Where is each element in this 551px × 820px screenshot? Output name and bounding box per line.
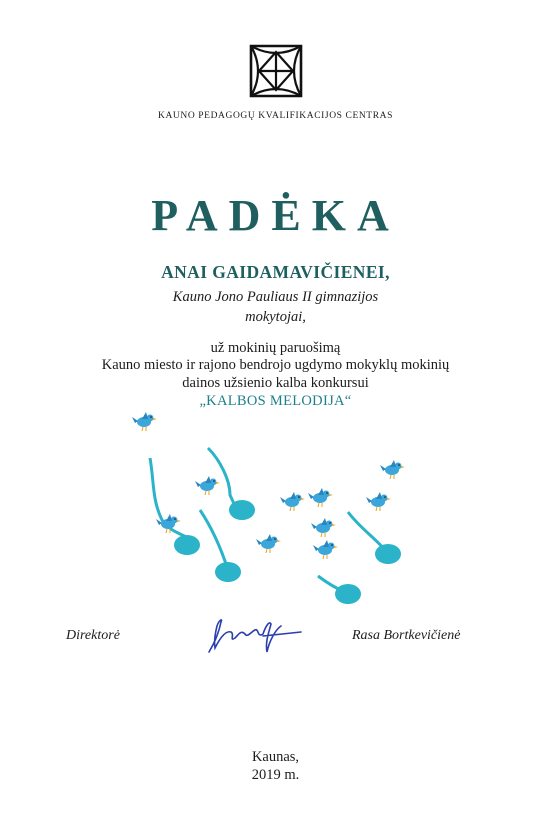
signature-label: Direktorė [66, 628, 120, 643]
signatory-name: Rasa Bortkevičienė [352, 628, 461, 643]
music-notes-birds-icon [120, 400, 420, 615]
handwritten-signature-icon [205, 612, 305, 660]
contest-name: „KALBOS MELODIJA“ [199, 393, 352, 409]
kpkc-logo-icon [247, 42, 305, 100]
body-line-2: Kauno miesto ir rajono bendrojo ugdymo mokyklų mokinių [101, 357, 450, 373]
recipient-name: ANAI GAIDAMAVIČIENEI, [161, 262, 390, 282]
recipient-role: mokytojai, [245, 309, 306, 325]
issue-year: 2019 m. [251, 767, 300, 783]
recipient-school: Kauno Jono Pauliaus II gimnazijos [172, 289, 379, 305]
certificate-title: PADĖKA [151, 191, 400, 240]
body-line-3: dainos užsienio kalba konkursui [182, 375, 369, 391]
organization-name: KAUNO PEDAGOGŲ KVALIFIKACIJOS CENTRAS [158, 111, 393, 121]
body-line-1: už mokinių paruošimą [210, 340, 341, 356]
issue-city: Kaunas, [251, 749, 300, 765]
